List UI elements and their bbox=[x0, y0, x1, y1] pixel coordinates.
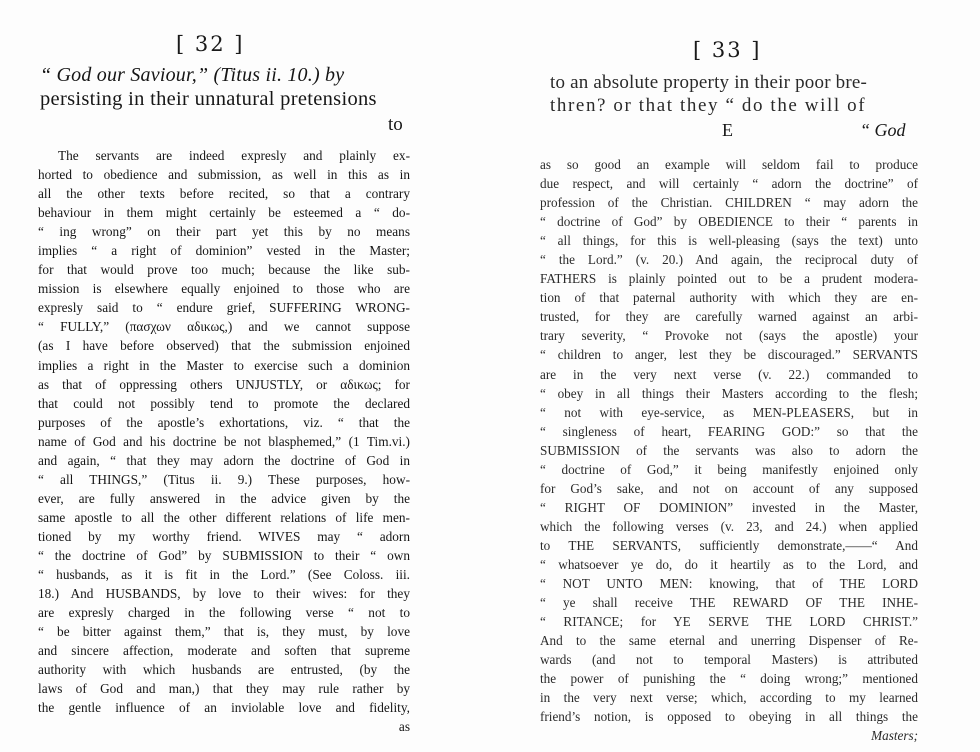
text-line: authority with which husbands are entrusted, (by the bbox=[38, 662, 410, 678]
body-text bbox=[540, 155, 918, 745]
text-line: “ whatsoever ye do, do it heartily as to the Lord, and bbox=[540, 556, 918, 572]
text-line: 18.) And HUSBANDS, by love to their wives: for they bbox=[38, 586, 410, 602]
text-line: “ NOT UNTO MEN: knowing, that of THE LORD bbox=[540, 576, 918, 592]
text-line: the gentle influence of an inviolable love and fidelity, bbox=[38, 700, 410, 716]
text-line: “ not with eye-service, as MEN-PLEASERS, but in bbox=[540, 404, 918, 420]
text-line: implies “ a right of dominion” vested in the Master; bbox=[38, 243, 410, 259]
text-line: “ ye shall receive THE REWARD OF THE INHE- bbox=[540, 595, 918, 611]
text-line: same apostle to all the other different relations of life men- bbox=[38, 509, 410, 525]
text-line: “ all things, for this is well-pleasing (says the text) unto bbox=[540, 233, 918, 249]
text-line: “ doctrine of God” by OBEDIENCE to their “ parents in bbox=[540, 214, 918, 230]
text-line: implies a right in the Master to exercise such a dominion bbox=[38, 357, 410, 373]
text-line: ever, are fully answered in the advice given by the bbox=[38, 490, 410, 506]
text-line: FATHERS is plainly pointed out to be a prudent modera- bbox=[540, 271, 918, 287]
text-line: in the very next verse; which, according to my learned bbox=[540, 690, 918, 706]
text-line: wards (and not to temporal Masters) is attributed bbox=[540, 652, 918, 668]
right-page bbox=[490, 0, 980, 752]
text-line: (as I have before observed) that the submission enjoined bbox=[38, 338, 410, 354]
signature-mark: E bbox=[722, 120, 733, 140]
text-line: horted to obedience and submission, as well in this as in bbox=[38, 167, 410, 183]
text-line: purposes of the apostle’s exhortations, viz. “ that the bbox=[38, 414, 410, 430]
text-line: are in the very next verse (v. 22.) commanded to bbox=[540, 366, 918, 382]
text-line: “ obey in all things their Masters according to the flesh; bbox=[540, 385, 918, 401]
text-line: “ children to anger, lest they be discouraged.” SERVANTS bbox=[540, 347, 918, 363]
head-line: thren? or that they “ do the will of bbox=[550, 95, 867, 116]
text-line: “ all THINGS,” (Titus ii. 9.) These purposes, how- bbox=[38, 471, 410, 487]
text-line: as so good an example will seldom fail to produce bbox=[540, 157, 918, 172]
page-number: [ 33 ] bbox=[693, 38, 762, 62]
text-line: all the other texts before recited, so that a contrary bbox=[38, 186, 410, 202]
text-line: SUBMISSION of the servants was also to adorn the bbox=[540, 442, 918, 458]
text-line: “ FULLY,” (πασχων αδικως,) and we cannot suppose bbox=[38, 319, 410, 335]
text-line: for God’s sake, and not on account of any supposed bbox=[540, 480, 918, 496]
text-line: name of God and his doctrine be not blasphemed,” (1 Tim.vi.) bbox=[38, 433, 410, 449]
text-line: “ husbands, as it is fit in the Lord.” (See Coloss. iii. bbox=[38, 567, 410, 583]
text-line: And to the same eternal and unerring Dispenser of Re- bbox=[540, 633, 918, 649]
text-line: profession of the Christian. CHILDREN “ may adorn the bbox=[540, 195, 918, 211]
text-line: and again, “ that they may adorn the doctrine of God in bbox=[38, 452, 410, 468]
text-line: which the following verses (v. 23, and 24.) when applied bbox=[540, 518, 918, 534]
text-line: for that would prove too much; because the like sub- bbox=[38, 262, 410, 278]
text-line: to THE SERVANTS, sufficiently demonstrate,——“ And bbox=[540, 537, 918, 553]
text-line: “ doctrine of God,” it being manifestly enjoined only bbox=[540, 461, 918, 477]
text-line: The servants are indeed expresly and plainly ex- bbox=[58, 148, 410, 163]
head-line: “ God our Saviour,” (Titus ii. 10.) by bbox=[40, 64, 345, 86]
text-line: friend’s notion, is opposed to obeying in all things the bbox=[540, 709, 918, 725]
head-catchword: to bbox=[388, 114, 403, 135]
head-catchword: “ God bbox=[860, 120, 906, 140]
text-line: are expresly charged in the following verse “ not to bbox=[38, 605, 410, 621]
catchword: as bbox=[398, 719, 410, 735]
text-line: expresly said to “ endure grief, SUFFERING WRONG- bbox=[38, 300, 410, 316]
text-line: tion of that paternal authority with which they are en- bbox=[540, 290, 918, 306]
text-line: due respect, and will certainly “ adorn the doctrine” of bbox=[540, 176, 918, 192]
text-line: trusted, for they are carefully warned against an arbi- bbox=[540, 309, 918, 325]
text-line: “ ing wrong” on their part yet this by no means bbox=[38, 224, 410, 240]
text-line: behaviour in them might certainly be esteemed a “ do- bbox=[38, 205, 410, 221]
text-line: laws of God and man,) that they may rule rather by bbox=[38, 681, 410, 697]
text-line: “ be bitter against them,” that is, they must, by love bbox=[38, 624, 410, 640]
text-line: trary severity, “ Provoke not (says the apostle) your bbox=[540, 328, 918, 344]
page-number: [ 32 ] bbox=[176, 32, 245, 56]
text-line: “ RIGHT OF DOMINION” invested in the Master, bbox=[540, 499, 918, 515]
text-line: and sincere affection, moderate and soften that supreme bbox=[38, 643, 410, 659]
text-line: tioned by my worthy friend. WIVES may “ adorn bbox=[38, 528, 410, 544]
text-line: as that of oppressing others UNJUSTLY, or αδικως; for bbox=[38, 376, 410, 392]
body-text bbox=[38, 146, 410, 736]
text-line: “ the doctrine of God” by SUBMISSION to their “ own bbox=[38, 547, 410, 563]
text-line: “ RITANCE; for YE SERVE THE LORD CHRIST.” bbox=[540, 614, 918, 630]
text-line: “ singleness of heart, FEARING GOD:” so that the bbox=[540, 423, 918, 439]
text-line: the power of punishing the “ doing wrong;” mentioned bbox=[540, 671, 918, 687]
text-line: “ the Lord.” (v. 20.) And again, the reciprocal duty of bbox=[540, 252, 918, 268]
head-line: to an absolute property in their poor bre- bbox=[550, 72, 868, 93]
text-line: mission is elsewhere equally enjoined to those who are bbox=[38, 281, 410, 297]
head-line: persisting in their unnatural pretensions bbox=[40, 88, 377, 110]
catchword: Masters; bbox=[871, 728, 918, 744]
text-line: that could not possibly tend to promote the declared bbox=[38, 395, 410, 411]
